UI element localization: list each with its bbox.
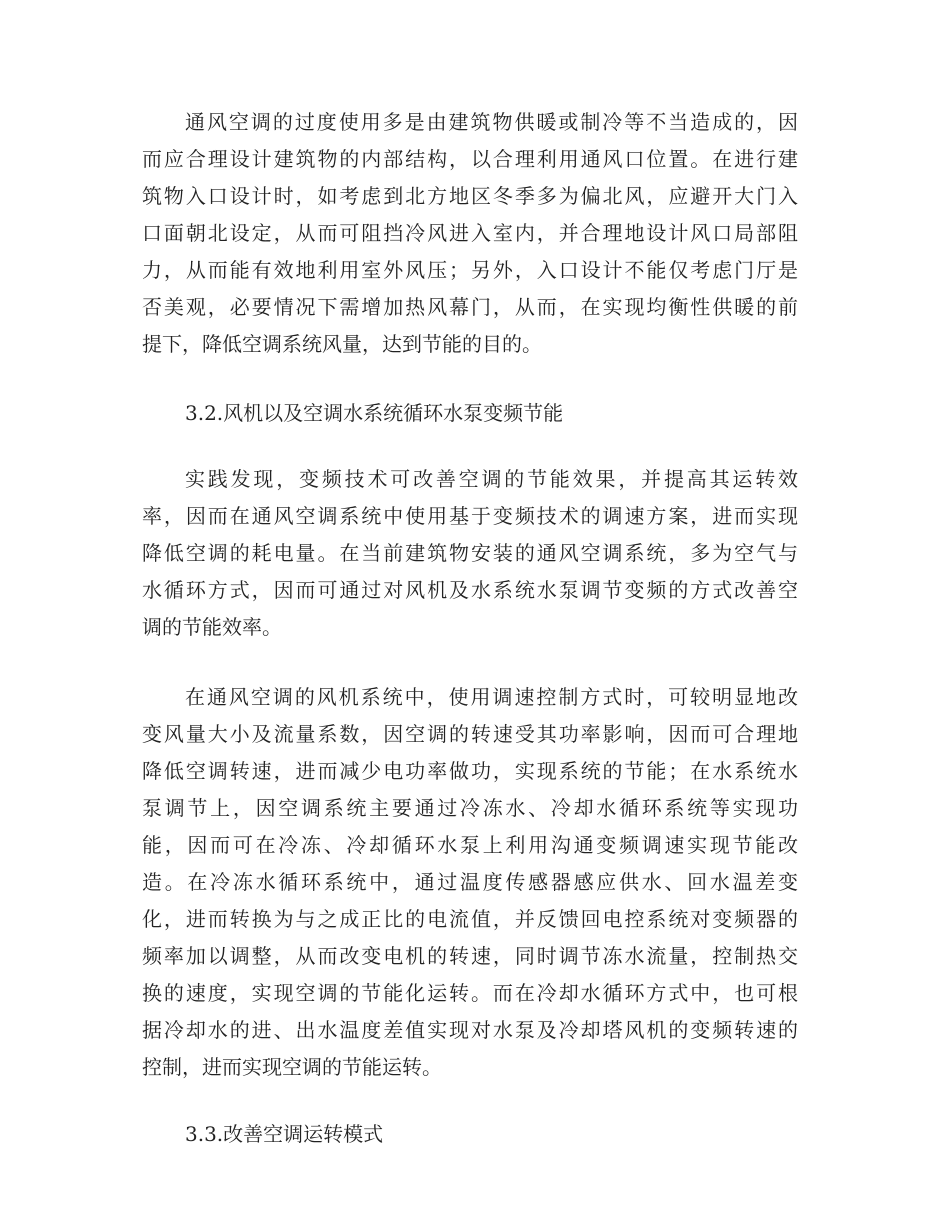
text-line: 口面朝北设定，从而可阻挡冷风进入室内，并合理地设计风口局部阻 (142, 221, 798, 245)
text-line: 造。在冷冻水循环系统中，通过温度传感器感应供水、回水温差变 (142, 870, 798, 894)
text-line: 否美观，必要情况下需增加热风幕门，从而，在实现均衡性供暖的前 (142, 295, 798, 319)
text-line: 水循环方式，因而可通过对风机及水系统水泵调节变频的方式改善空 (142, 578, 798, 602)
paragraph-frequency-conversion (142, 461, 798, 646)
text-line: 能，因而可在冷冻、冷却循环水泵上利用沟通变频调速实现节能改 (142, 833, 798, 857)
text-line: 降低空调转速，进而减少电功率做功，实现系统的节能；在水系统水 (142, 759, 798, 783)
text-line: 化，进而转换为与之成正比的电流值，并反馈回电控系统对变频器的 (142, 907, 798, 931)
paragraph-fan-and-pump-control (142, 679, 798, 1086)
text-line: 实践发现，变频技术可改善空调的节能效果，并提高其运转效 (185, 467, 798, 491)
section-heading-3-3: 3.3.改善空调运转模式 (185, 1122, 384, 1146)
document-page (142, 104, 798, 1154)
text-line: 而应合理设计建筑物的内部结构，以合理利用通风口位置。在进行建 (142, 147, 798, 171)
text-line: 控制，进而实现空调的节能运转。 (142, 1055, 442, 1079)
text-line: 力，从而能有效地利用室外风压；另外，入口设计不能仅考虑门厅是 (142, 258, 798, 282)
text-line: 变风量大小及流量系数，因空调的转速受其功率影响，因而可合理地 (142, 722, 798, 746)
text-line: 在通风空调的风机系统中，使用调速控制方式时，可较明显地改 (185, 685, 798, 709)
text-line: 提下，降低空调系统风量，达到节能的目的。 (142, 332, 542, 356)
text-line: 筑物入口设计时，如考虑到北方地区冬季多为偏北风，应避开大门入 (142, 184, 798, 208)
text-line: 据冷却水的进、出水温度差值实现对水泵及冷却塔风机的变频转速的 (142, 1018, 798, 1042)
text-line: 降低空调的耗电量。在当前建筑物安装的通风空调系统，多为空气与 (142, 541, 798, 565)
text-line: 调的节能效率。 (142, 615, 282, 639)
paragraph-ventilation-design (142, 104, 798, 363)
section-heading-3-2: 3.2.风机以及空调水系统循环水泵变频节能 (185, 401, 564, 425)
text-line: 频率加以调整，从而改变电机的转速，同时调节冻水流量，控制热交 (142, 944, 798, 968)
text-line: 泵调节上，因空调系统主要通过冷冻水、冷却水循环系统等实现功 (142, 796, 798, 820)
text-line: 通风空调的过度使用多是由建筑物供暖或制冷等不当造成的，因 (185, 110, 798, 134)
text-line: 率，因而在通风空调系统中使用基于变频技术的调速方案，进而实现 (142, 504, 798, 528)
text-line: 换的速度，实现空调的节能化运转。而在冷却水循环方式中，也可根 (142, 981, 798, 1005)
